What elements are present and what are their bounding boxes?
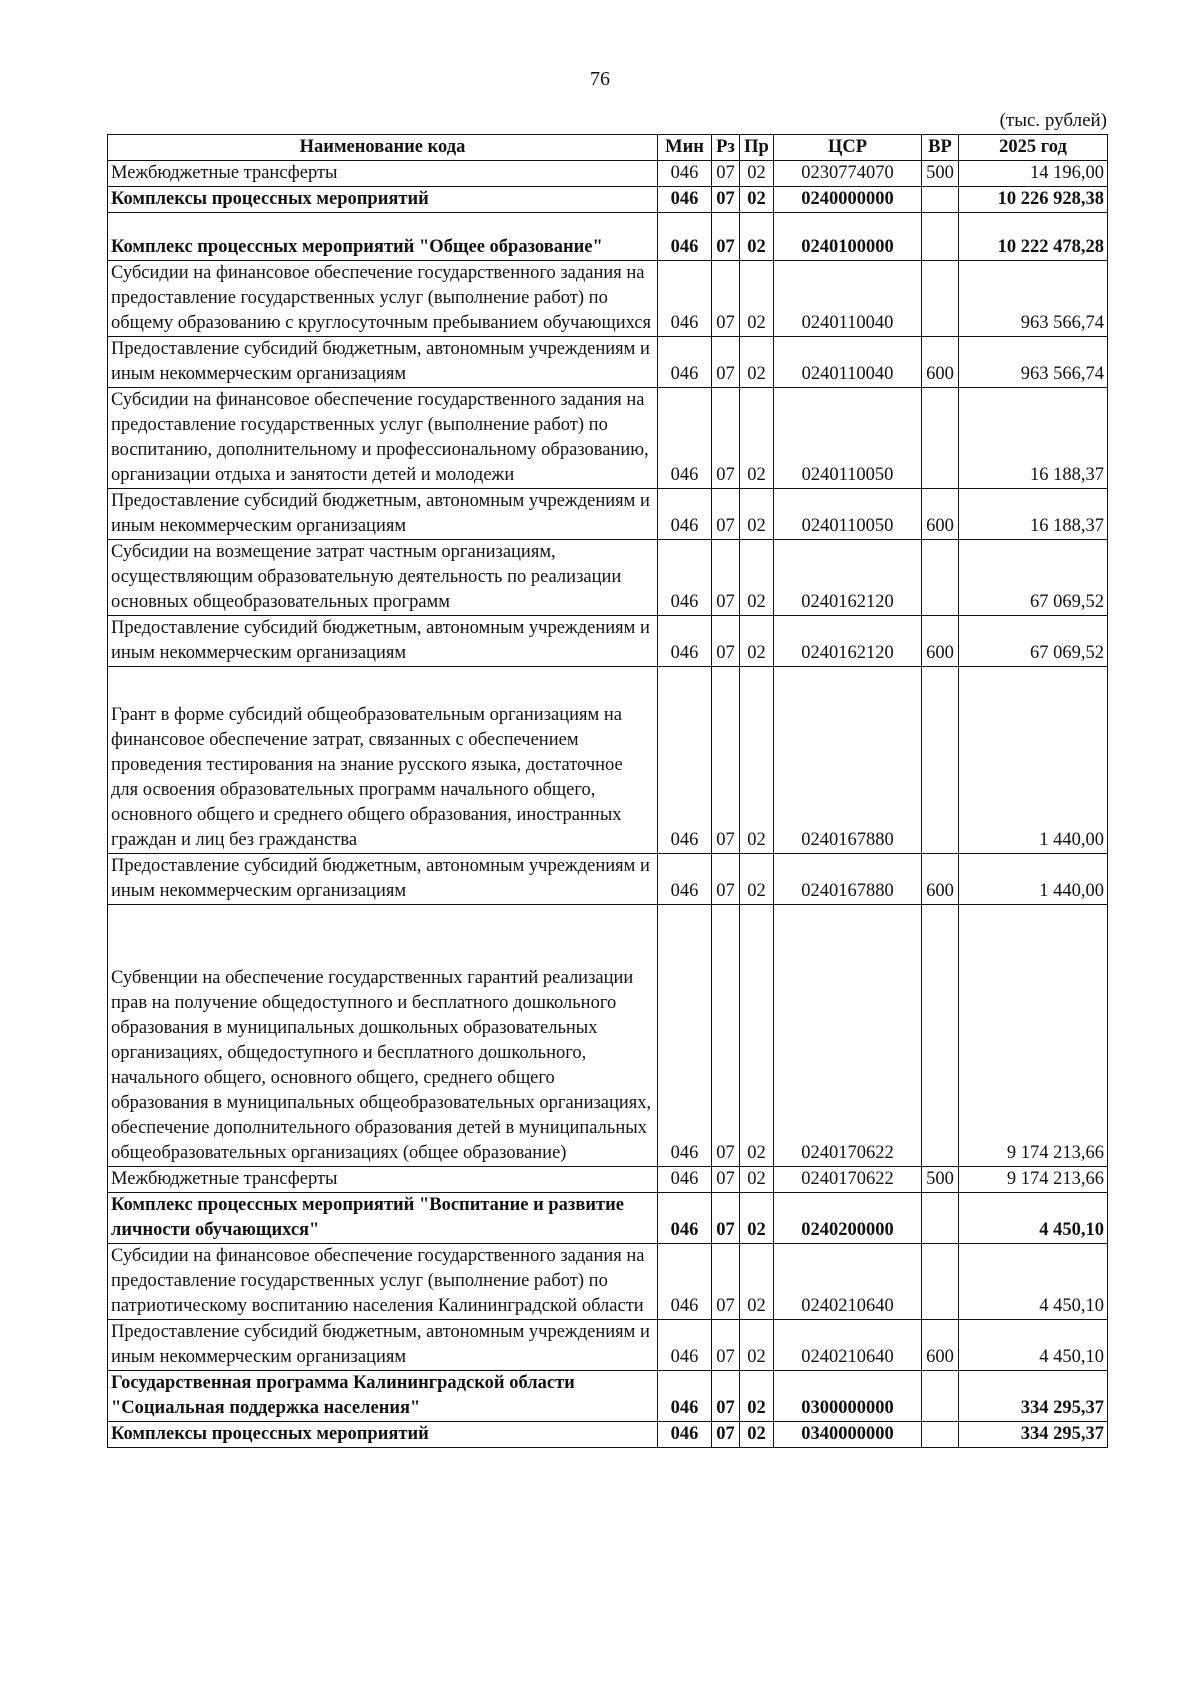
row-rz: 07 — [712, 337, 740, 388]
row-pr: 02 — [740, 540, 774, 616]
row-pr: 02 — [740, 489, 774, 540]
row-amount: 67 069,52 — [959, 616, 1108, 667]
row-vr — [922, 1422, 959, 1448]
row-min: 046 — [658, 1371, 712, 1422]
row-rz: 07 — [712, 187, 740, 213]
row-vr — [922, 1371, 959, 1422]
row-vr — [922, 261, 959, 337]
table-row — [108, 1371, 1108, 1422]
table-row — [108, 1193, 1108, 1244]
table-row — [108, 1320, 1108, 1371]
row-name: Субсидии на возмещение затрат частным организациям, осуществляющим образовательную деятельность по реализации основных общеобразовательных программ — [108, 540, 658, 616]
row-pr: 02 — [740, 667, 774, 854]
row-name: Субсидии на финансовое обеспечение государственного задания на предоставление государственных услуг (выполнение работ) по общему образованию с круглосуточным пребыванием обучающихся — [108, 261, 658, 337]
row-vr: 600 — [922, 616, 959, 667]
row-csr: 0240110050 — [774, 388, 922, 489]
row-pr: 02 — [740, 1167, 774, 1193]
row-rz: 07 — [712, 161, 740, 187]
row-vr — [922, 667, 959, 854]
row-name: Предоставление субсидий бюджетным, автономным учреждениям и иным некоммерческим организациям — [108, 616, 658, 667]
row-rz: 07 — [712, 1193, 740, 1244]
row-name: Межбюджетные трансферты — [108, 161, 658, 187]
row-csr: 0240167880 — [774, 854, 922, 905]
row-amount: 9 174 213,66 — [959, 1167, 1108, 1193]
header-min: Мин — [658, 135, 712, 161]
row-amount: 9 174 213,66 — [959, 905, 1108, 1167]
table-row — [108, 337, 1108, 388]
row-csr: 0340000000 — [774, 1422, 922, 1448]
table-row — [108, 616, 1108, 667]
row-name: Грант в форме субсидий общеобразовательным организациям на финансовое обеспечение затрат, связанных с обеспечением проведения тестирования на знание русского языка, достаточное для освоения образовательных программ начального общего, основного общего и среднего общего образования, иностранных граждан и лиц без гражданства — [108, 667, 658, 854]
row-vr — [922, 540, 959, 616]
row-amount: 4 450,10 — [959, 1244, 1108, 1320]
row-rz: 07 — [712, 1244, 740, 1320]
row-rz: 07 — [712, 1371, 740, 1422]
row-rz: 07 — [712, 1167, 740, 1193]
row-name: Государственная программа Калининградской области "Социальная поддержка населения" — [108, 1371, 658, 1422]
row-name: Предоставление субсидий бюджетным, автономным учреждениям и иным некоммерческим организациям — [108, 489, 658, 540]
row-rz: 07 — [712, 213, 740, 261]
row-min: 046 — [658, 854, 712, 905]
row-rz: 07 — [712, 261, 740, 337]
row-vr — [922, 388, 959, 489]
header-vr: ВР — [922, 135, 959, 161]
row-name: Субвенции на обеспечение государственных гарантий реализации прав на получение общедоступного и бесплатного дошкольного образования в муниципальных дошкольных образовательных организациях, общедоступного и бесплатного дошкольного, начального общего, основного общего, среднего общего образования в муниципальных общеобразовательных организациях, обеспечение дополнительного образования детей в муниципальных общеобразовательных организациях (общее образование) — [108, 905, 658, 1167]
row-vr — [922, 905, 959, 1167]
row-min: 046 — [658, 388, 712, 489]
row-pr: 02 — [740, 187, 774, 213]
row-amount: 16 188,37 — [959, 388, 1108, 489]
row-name: Субсидии на финансовое обеспечение государственного задания на предоставление государственных услуг (выполнение работ) по воспитанию, дополнительному и профессиональному образованию, организации отдыха и занятости детей и молодежи — [108, 388, 658, 489]
row-min: 046 — [658, 905, 712, 1167]
table-row — [108, 1167, 1108, 1193]
row-pr: 02 — [740, 1244, 774, 1320]
row-csr: 0240000000 — [774, 187, 922, 213]
header-pr: Пр — [740, 135, 774, 161]
row-rz: 07 — [712, 540, 740, 616]
row-pr: 02 — [740, 1422, 774, 1448]
row-amount: 963 566,74 — [959, 261, 1108, 337]
row-amount: 67 069,52 — [959, 540, 1108, 616]
row-vr — [922, 1244, 959, 1320]
table-row — [108, 905, 1108, 1167]
row-amount: 10 226 928,38 — [959, 187, 1108, 213]
table-row — [108, 187, 1108, 213]
row-min: 046 — [658, 1244, 712, 1320]
row-vr: 600 — [922, 337, 959, 388]
row-csr: 0240100000 — [774, 213, 922, 261]
row-rz: 07 — [712, 667, 740, 854]
row-vr: 500 — [922, 161, 959, 187]
table-row — [108, 667, 1108, 854]
row-rz: 07 — [712, 489, 740, 540]
table-row — [108, 213, 1108, 261]
row-csr: 0240110040 — [774, 337, 922, 388]
row-min: 046 — [658, 161, 712, 187]
row-rz: 07 — [712, 1422, 740, 1448]
row-min: 046 — [658, 1422, 712, 1448]
row-vr: 600 — [922, 1320, 959, 1371]
row-min: 046 — [658, 667, 712, 854]
row-amount: 1 440,00 — [959, 854, 1108, 905]
row-pr: 02 — [740, 388, 774, 489]
row-csr: 0240170622 — [774, 905, 922, 1167]
row-amount: 334 295,37 — [959, 1422, 1108, 1448]
row-amount: 16 188,37 — [959, 489, 1108, 540]
row-pr: 02 — [740, 1320, 774, 1371]
row-rz: 07 — [712, 616, 740, 667]
row-min: 046 — [658, 1167, 712, 1193]
row-pr: 02 — [740, 905, 774, 1167]
row-pr: 02 — [740, 854, 774, 905]
row-name: Предоставление субсидий бюджетным, автономным учреждениям и иным некоммерческим организациям — [108, 1320, 658, 1371]
row-csr: 0300000000 — [774, 1371, 922, 1422]
row-min: 046 — [658, 213, 712, 261]
row-vr: 500 — [922, 1167, 959, 1193]
row-pr: 02 — [740, 161, 774, 187]
row-amount: 963 566,74 — [959, 337, 1108, 388]
units-label: (тыс. рублей) — [999, 110, 1107, 131]
row-min: 046 — [658, 337, 712, 388]
row-csr: 0240200000 — [774, 1193, 922, 1244]
row-amount: 1 440,00 — [959, 667, 1108, 854]
table-row — [108, 261, 1108, 337]
row-csr: 0240110040 — [774, 261, 922, 337]
row-rz: 07 — [712, 905, 740, 1167]
header-rz: Рз — [712, 135, 740, 161]
row-amount: 334 295,37 — [959, 1371, 1108, 1422]
table-row — [108, 388, 1108, 489]
row-name: Субсидии на финансовое обеспечение государственного задания на предоставление государственных услуг (выполнение работ) по патриотическому воспитанию населения Калининградской области — [108, 1244, 658, 1320]
row-rz: 07 — [712, 388, 740, 489]
row-name: Предоставление субсидий бюджетным, автономным учреждениям и иным некоммерческим организациям — [108, 854, 658, 905]
row-name: Комплексы процессных мероприятий — [108, 1422, 658, 1448]
row-csr: 0240210640 — [774, 1320, 922, 1371]
row-csr: 0240210640 — [774, 1244, 922, 1320]
row-pr: 02 — [740, 616, 774, 667]
row-name: Комплекс процессных мероприятий "Воспитание и развитие личности обучающихся" — [108, 1193, 658, 1244]
row-min: 046 — [658, 1193, 712, 1244]
row-pr: 02 — [740, 1371, 774, 1422]
row-pr: 02 — [740, 337, 774, 388]
row-amount: 14 196,00 — [959, 161, 1108, 187]
row-amount: 4 450,10 — [959, 1320, 1108, 1371]
row-amount: 4 450,10 — [959, 1193, 1108, 1244]
table-row — [108, 161, 1108, 187]
row-csr: 0240170622 — [774, 1167, 922, 1193]
row-pr: 02 — [740, 1193, 774, 1244]
row-vr — [922, 187, 959, 213]
row-csr: 0240162120 — [774, 540, 922, 616]
row-amount: 10 222 478,28 — [959, 213, 1108, 261]
table-row — [108, 1422, 1108, 1448]
header-csr: ЦСР — [774, 135, 922, 161]
header-year: 2025 год — [959, 135, 1108, 161]
header-name: Наименование кода — [108, 135, 658, 161]
row-name: Межбюджетные трансферты — [108, 1167, 658, 1193]
row-rz: 07 — [712, 854, 740, 905]
row-csr: 0240110050 — [774, 489, 922, 540]
row-name: Предоставление субсидий бюджетным, автономным учреждениям и иным некоммерческим организациям — [108, 337, 658, 388]
table-row — [108, 540, 1108, 616]
table-row — [108, 854, 1108, 905]
row-vr — [922, 1193, 959, 1244]
row-min: 046 — [658, 187, 712, 213]
row-rz: 07 — [712, 1320, 740, 1371]
table-header-row — [108, 135, 1108, 161]
row-vr: 600 — [922, 854, 959, 905]
row-min: 046 — [658, 489, 712, 540]
row-csr: 0230774070 — [774, 161, 922, 187]
table-row — [108, 489, 1108, 540]
row-pr: 02 — [740, 213, 774, 261]
row-vr — [922, 213, 959, 261]
row-csr: 0240167880 — [774, 667, 922, 854]
row-min: 046 — [658, 540, 712, 616]
budget-table — [107, 134, 1108, 1448]
row-min: 046 — [658, 616, 712, 667]
row-vr: 600 — [922, 489, 959, 540]
table-row — [108, 1244, 1108, 1320]
page-number: 76 — [590, 68, 610, 90]
row-min: 046 — [658, 261, 712, 337]
row-pr: 02 — [740, 261, 774, 337]
row-min: 046 — [658, 1320, 712, 1371]
row-name: Комплексы процессных мероприятий — [108, 187, 658, 213]
row-name: Комплекс процессных мероприятий "Общее образование" — [108, 213, 658, 261]
row-csr: 0240162120 — [774, 616, 922, 667]
